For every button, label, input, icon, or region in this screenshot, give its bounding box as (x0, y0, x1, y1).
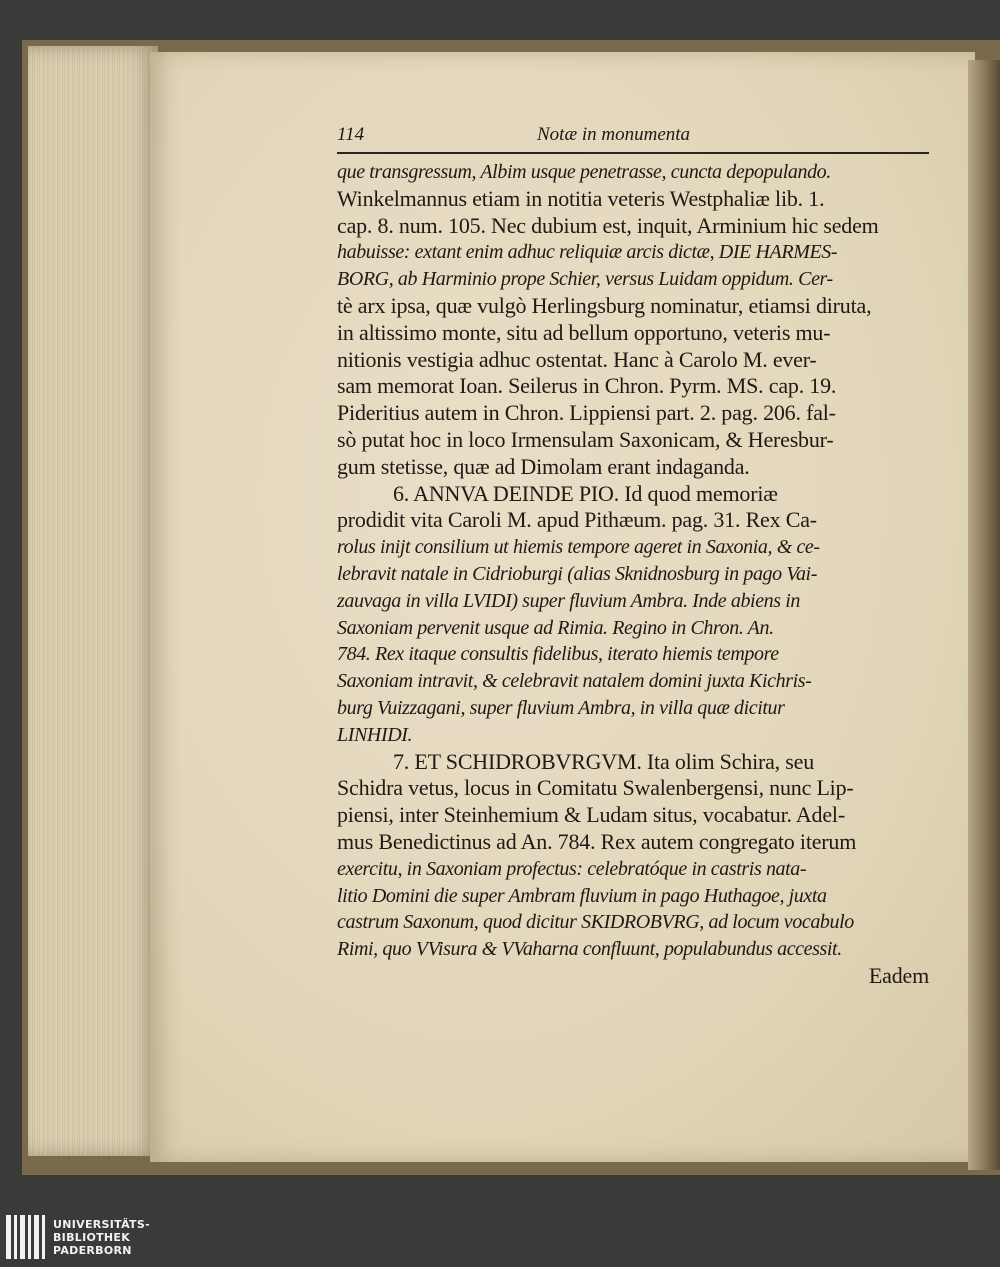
text-line: gum stetisse, quæ ad Dimolam erant indaganda. (337, 453, 750, 479)
text-line: exercitu, in Saxoniam profectus: celebratóque in castris nata- (337, 857, 807, 880)
page-edges (28, 46, 158, 1156)
text-line: tè arx ipsa, quæ vulgò Herlingsburg nominatur, etiamsi diruta, (337, 293, 872, 318)
logo-line-2: BIBLIOTHEK (53, 1230, 131, 1244)
text-line: que transgressum, Albim usque penetrasse, cuncta depopulando. (337, 161, 831, 183)
text-line: Eadem (868, 963, 929, 988)
logo-text (53, 1218, 150, 1257)
text-line: 7. ET SCHIDROBVRGVM. Ita olim Schira, seu (393, 748, 814, 774)
text-line: BORG, ab Harminio prope Schier, versus Luidam oppidum. Cer- (337, 268, 833, 291)
text-line: in altissimo monte, situ ad bellum opportuno, veteris mu- (337, 319, 831, 345)
text-line: lebravit natale in Cidrioburgi (alias Sknidnosburg in pago Vai- (337, 563, 817, 585)
book-gutter (968, 60, 1000, 1170)
logo-bars-icon (6, 1215, 45, 1259)
page-number: 114 (337, 124, 365, 145)
running-head: Notæ in monumenta (537, 124, 691, 145)
page-text-block (337, 124, 929, 1004)
text-line: LINHIDI. (337, 723, 413, 746)
logo-line-1: UNIVERSITÄTS- (53, 1217, 150, 1231)
logo-line-3: PADERBORN (53, 1243, 132, 1257)
text-line: litio Domini die super Ambram fluvium in pago Huthagoe, juxta (337, 884, 827, 907)
text-line: sam memorat Ioan. Seilerus in Chron. Pyrm. MS. cap. 19. (337, 373, 837, 399)
page-header (337, 124, 929, 154)
text-line: zauvaga in villa LVIDI) super fluvium Ambra. Inde abiens in (337, 589, 801, 612)
text-line: piensi, inter Steinhemium & Ludam situs, vocabatur. Adel- (337, 802, 845, 828)
text-line: 784. Rex itaque consultis fidelibus, iterato hiemis tempore (337, 643, 779, 666)
text-line: nitionis vestigia adhuc ostentat. Hanc à Carolo M. ever- (337, 346, 817, 372)
text-line: Saxoniam pervenit usque ad Rimia. Regino in Chron. An. (337, 616, 774, 639)
text-line: 6. ANNVA DEINDE PIO. Id quod memoriæ (393, 480, 778, 506)
text-line: castrum Saxonum, quod dicitur SKIDROBVRG, ad locum vocabulo (337, 911, 854, 934)
text-line: Schidra vetus, locus in Comitatu Swalenbergensi, nunc Lip- (337, 775, 854, 801)
text-line: rolus inijt consilium ut hiemis tempore ageret in Saxonia, & ce- (337, 536, 820, 559)
text-line: burg Vuizzagani, super fluvium Ambra, in villa quæ dicitur (337, 697, 785, 719)
text-line: sò putat hoc in loco Irmensulam Saxonicam, & Heresbur- (337, 427, 834, 452)
text-line: Saxoniam intravit, & celebravit natalem domini juxta Kichris- (337, 670, 812, 693)
text-line: Rimi, quo VVisura & VVaharna confluunt, populabundus accessit. (337, 938, 842, 961)
text-line: mus Benedictinus ad An. 784. Rex autem congregato iterum (337, 829, 857, 854)
library-logo (0, 1212, 240, 1262)
text-line: cap. 8. num. 105. Nec dubium est, inquit, Arminium hic sedem (337, 212, 879, 238)
text-line: Pideritius autem in Chron. Lippiensi part. 2. pag. 206. fal- (337, 400, 836, 426)
text-line: prodidit vita Caroli M. apud Pithæum. pag. 31. Rex Ca- (337, 507, 817, 533)
text-line: Winkelmannus etiam in notitia veteris Westphaliæ lib. 1. (337, 185, 825, 211)
text-line: habuisse: extant enim adhuc reliquiæ arcis dictæ, DIE HARMES- (337, 241, 838, 264)
